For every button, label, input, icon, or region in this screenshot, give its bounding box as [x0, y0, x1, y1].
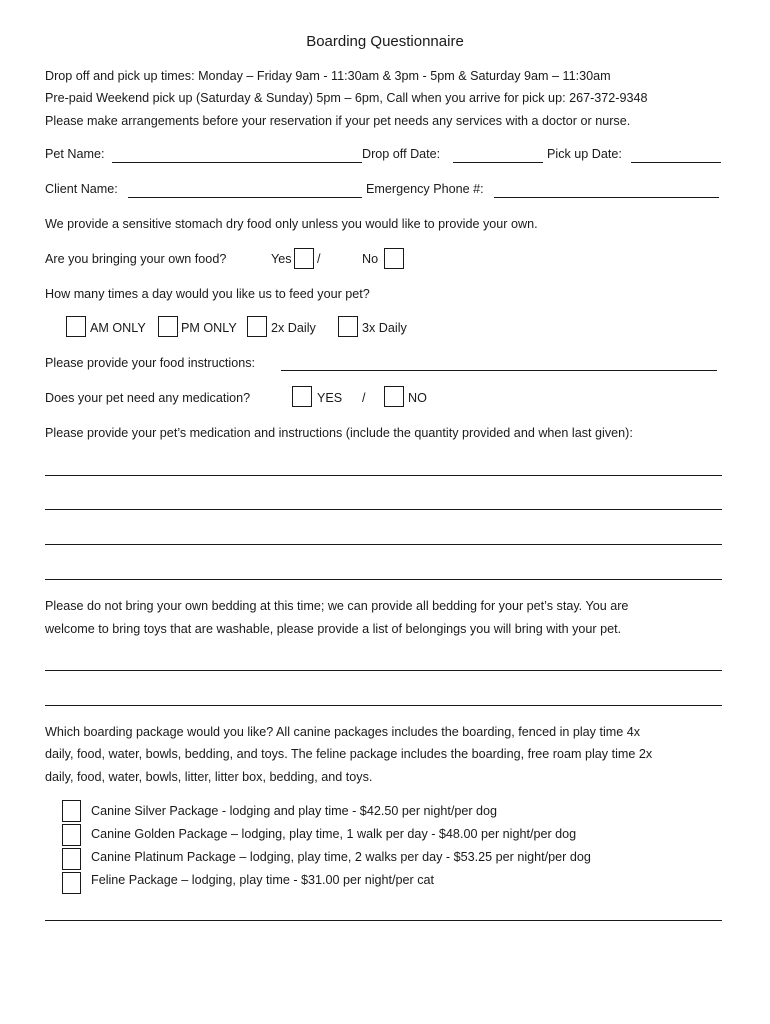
food-note: We provide a sensitive stomach dry food only unless you would like to provide your own. — [45, 217, 538, 231]
pet-name-label: Pet Name: — [45, 147, 105, 161]
weekend-pickup-line: Pre-paid Weekend pick up (Saturday & Sunday) 5pm – 6pm, Call when you arrive for pick up: 267-372-9348 — [45, 91, 648, 105]
page-title: Boarding Questionnaire — [306, 33, 464, 50]
platinum-package-label: Canine Platinum Package – lodging, play time, 2 walks per day - $53.25 per night/per dog — [91, 850, 591, 864]
own-food-question: Are you bringing your own food? — [45, 252, 227, 266]
own-food-no-label: No — [362, 252, 379, 266]
drop-off-date-label: Drop off Date: — [362, 147, 441, 161]
silver-package-checkbox[interactable] — [62, 800, 81, 822]
own-food-separator: / — [317, 252, 321, 266]
packages-intro-line-1: Which boarding package would you like? All canine packages includes the boarding, fenced in play time 4x — [45, 725, 641, 739]
food-instructions-field[interactable] — [281, 370, 717, 371]
twice-daily-label: 2x Daily — [271, 321, 316, 335]
platinum-package-checkbox[interactable] — [62, 848, 81, 870]
pm-only-checkbox[interactable] — [158, 316, 178, 337]
medication-line-1[interactable] — [45, 475, 722, 476]
medication-line-4[interactable] — [45, 579, 722, 580]
packages-intro-line-3: daily, food, water, bowls, litter, litter box, bedding, and toys. — [45, 770, 373, 784]
pm-only-label: PM ONLY — [181, 321, 237, 335]
twice-daily-checkbox[interactable] — [247, 316, 267, 337]
golden-package-checkbox[interactable] — [62, 824, 81, 846]
am-only-checkbox[interactable] — [66, 316, 86, 337]
own-food-no-checkbox[interactable] — [384, 248, 404, 269]
three-times-daily-checkbox[interactable] — [338, 316, 358, 337]
drop-off-date-field[interactable] — [453, 162, 543, 163]
medication-no-label: NO — [408, 391, 427, 405]
hours-line: Drop off and pick up times: Monday – Friday 9am - 11:30am & 3pm - 5pm & Saturday 9am – 11:30am — [45, 69, 611, 83]
pet-name-field[interactable] — [112, 162, 362, 163]
own-food-yes-checkbox[interactable] — [294, 248, 314, 269]
pick-up-date-label: Pick up Date: — [547, 147, 622, 161]
emergency-phone-field[interactable] — [494, 197, 719, 198]
emergency-phone-label: Emergency Phone #: — [366, 182, 484, 196]
bedding-note-line-1: Please do not bring your own bedding at this time; we can provide all bedding for your pet’s stay. You are — [45, 599, 629, 613]
medication-line-2[interactable] — [45, 509, 722, 510]
medication-instructions-label: Please provide your pet’s medication and instructions (include the quantity provided and when last given): — [45, 426, 633, 440]
three-times-daily-label: 3x Daily — [362, 321, 407, 335]
belongings-line-1[interactable] — [45, 670, 722, 671]
medication-no-checkbox[interactable] — [384, 386, 404, 407]
medication-question: Does your pet need any medication? — [45, 391, 251, 405]
golden-package-label: Canine Golden Package – lodging, play time, 1 walk per day - $48.00 per night/per dog — [91, 827, 577, 841]
food-instructions-label: Please provide your food instructions: — [45, 356, 256, 370]
feline-package-checkbox[interactable] — [62, 872, 81, 894]
silver-package-label: Canine Silver Package - lodging and play time - $42.50 per night/per dog — [91, 804, 498, 818]
packages-intro-line-2: daily, food, water, bowls, bedding, and toys. The feline package includes the boarding, free roam play time 2x — [45, 747, 653, 761]
own-food-yes-label: Yes — [271, 252, 292, 266]
medication-yes-label: YES — [317, 391, 343, 405]
arrangements-line: Please make arrangements before your reservation if your pet needs any services with a doctor or nurse. — [45, 114, 631, 128]
bedding-note-line-2: welcome to bring toys that are washable, please provide a list of belongings you will bring with your pet. — [45, 622, 622, 636]
medication-separator: / — [362, 391, 366, 405]
client-name-field[interactable] — [128, 197, 362, 198]
feline-package-label: Feline Package – lodging, play time - $31.00 per night/per cat — [91, 873, 435, 887]
feed-frequency-question: How many times a day would you like us to feed your pet? — [45, 287, 370, 301]
final-line[interactable] — [45, 920, 722, 921]
pick-up-date-field[interactable] — [631, 162, 721, 163]
belongings-line-2[interactable] — [45, 705, 722, 706]
medication-yes-checkbox[interactable] — [292, 386, 312, 407]
client-name-label: Client Name: — [45, 182, 118, 196]
am-only-label: AM ONLY — [90, 321, 146, 335]
medication-line-3[interactable] — [45, 544, 722, 545]
